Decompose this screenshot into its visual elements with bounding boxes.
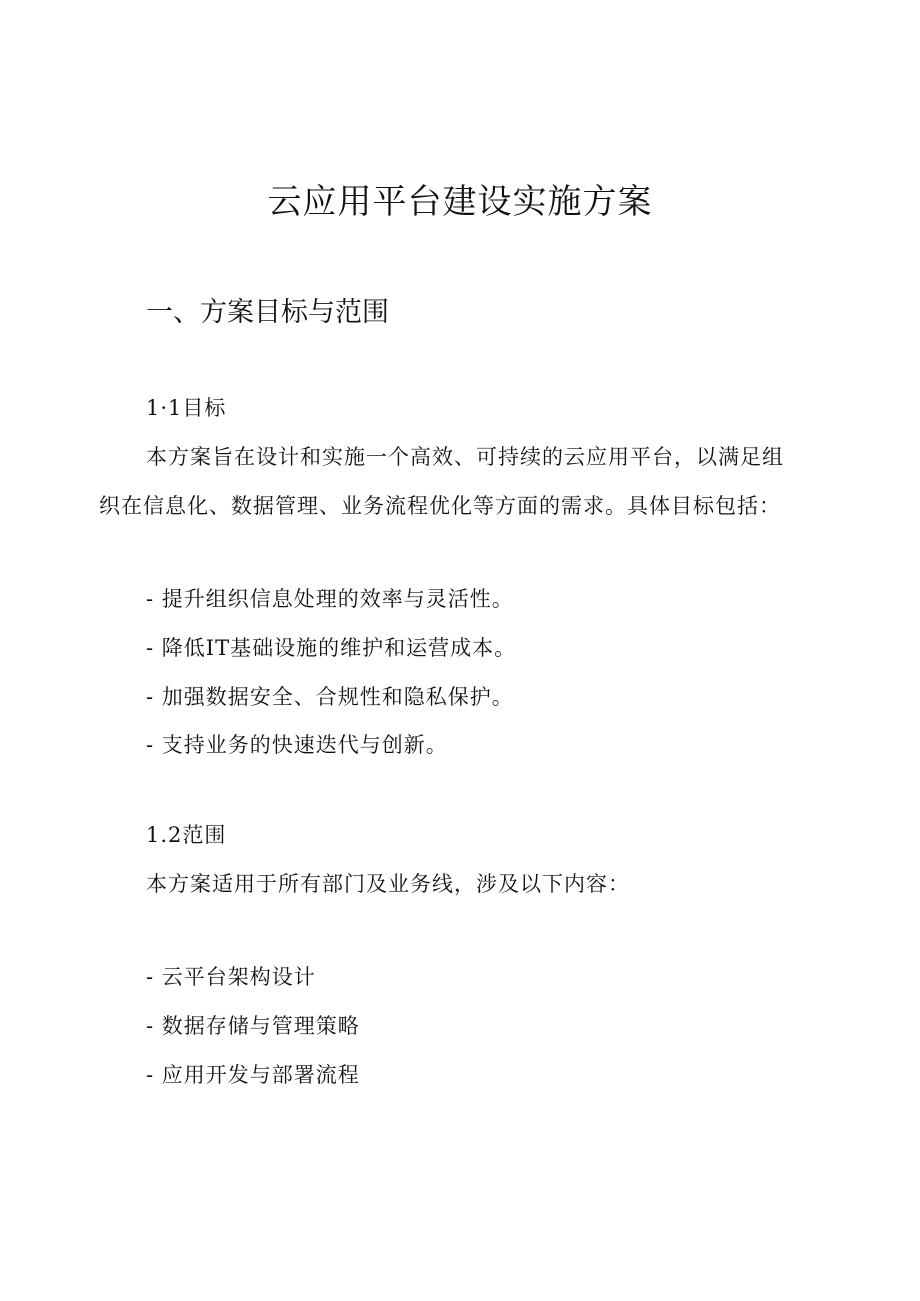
paragraph-line: 织在信息化、数据管理、业务流程优化等方面的需求。具体目标包括： [99, 494, 781, 518]
subsection-heading-scope: 1.2范围 [146, 823, 227, 847]
list-item: - 降低IT基础设施的维护和运营成本。 [146, 636, 517, 660]
paragraph-line: 本方案旨在设计和实施一个高效、可持续的云应用平台，以满足组 [146, 445, 784, 469]
list-item: - 提升组织信息处理的效率与灵活性。 [146, 587, 514, 611]
subsection-heading-goals: 1·1目标 [146, 396, 227, 420]
document-title: 云应用平台建设实施方案 [267, 182, 653, 222]
list-item: - 应用开发与部署流程 [146, 1063, 360, 1087]
list-item: - 加强数据安全、合规性和隐私保护。 [146, 685, 514, 709]
list-item: - 数据存储与管理策略 [146, 1014, 360, 1038]
list-item: - 支持业务的快速迭代与创新。 [146, 733, 448, 757]
paragraph-line: 本方案适用于所有部门及业务线，涉及以下内容： [146, 872, 630, 896]
list-item: - 云平台架构设计 [146, 965, 316, 989]
section-heading: 一、方案目标与范围 [146, 297, 389, 328]
